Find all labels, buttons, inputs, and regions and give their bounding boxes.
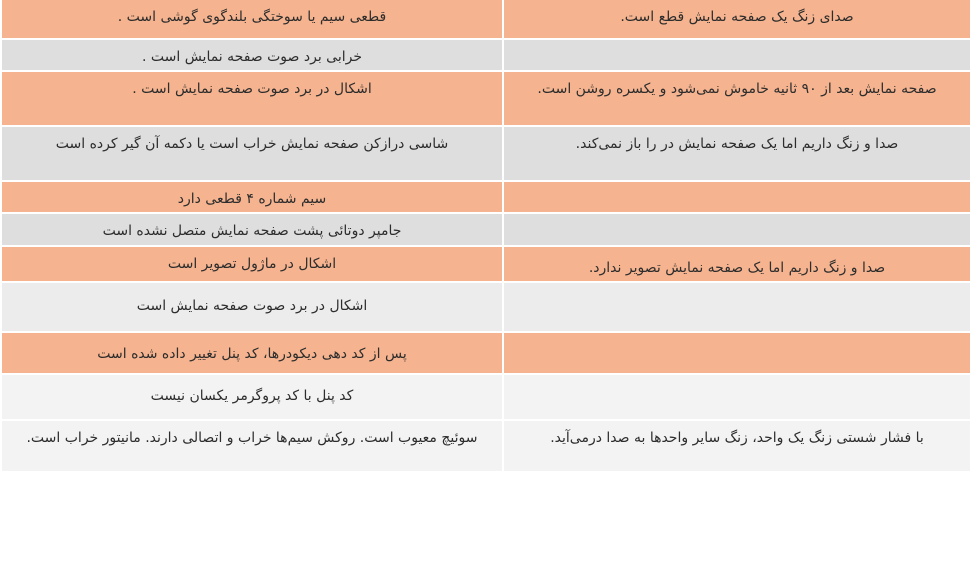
cause-cell: اشکال در برد صوت صفحه نمایش است xyxy=(1,282,503,332)
problem-cell xyxy=(503,213,971,246)
problem-cell: صفحه نمایش بعد از ۹۰ ثانیه خاموش نمی‌شود و یکسره روشن است. xyxy=(503,71,971,126)
problem-cell xyxy=(503,332,971,374)
table-row xyxy=(1,332,971,374)
cause-cell: سیم شماره ۴ قطعی دارد xyxy=(1,181,503,213)
problem-cell xyxy=(503,374,971,420)
table-row xyxy=(1,71,971,126)
cause-cell: شاسی درازکن صفحه نمایش خراب است یا دکمه آن گیر کرده است xyxy=(1,126,503,181)
cause-cell: کد پنل با کد پروگرمر یکسان نیست xyxy=(1,374,503,420)
table-row xyxy=(1,213,971,246)
cause-cell: پس از کد دهی دیکودرها، کد پنل تغییر داده شده است xyxy=(1,332,503,374)
problem-cell: صدا و زنگ داریم اما یک صفحه نمایش تصویر ندارد. xyxy=(503,246,971,282)
table-row xyxy=(1,282,971,332)
cause-cell: جامپر دوتائی پشت صفحه نمایش متصل نشده است xyxy=(1,213,503,246)
table-row xyxy=(1,126,971,181)
problem-cell: با فشار شستی زنگ یک واحد، زنگ سایر واحدها به صدا درمی‌آید. xyxy=(503,420,971,472)
cause-cell: خرابی برد صوت صفحه نمایش است . xyxy=(1,39,503,71)
table-row xyxy=(1,374,971,420)
table-row xyxy=(1,420,971,472)
cause-cell: قطعی سیم یا سوختگی بلندگوی گوشی است . xyxy=(1,0,503,39)
table-row xyxy=(1,39,971,71)
problem-cell xyxy=(503,282,971,332)
table-row xyxy=(1,181,971,213)
problem-cell xyxy=(503,181,971,213)
table-row xyxy=(1,246,971,282)
table-row xyxy=(1,0,971,39)
problem-cell: صدا و زنگ داریم اما یک صفحه نمایش در را باز نمی‌کند. xyxy=(503,126,971,181)
problem-cell: صدای زنگ یک صفحه نمایش قطع است. xyxy=(503,0,971,39)
cause-cell: اشکال در برد صوت صفحه نمایش است . xyxy=(1,71,503,126)
problem-cell xyxy=(503,39,971,71)
cause-cell: اشکال در ماژول تصویر است xyxy=(1,246,503,282)
cause-cell: سوئیچ معیوب است. روکش سیم‌ها خراب و اتصالی دارند. مانیتور خراب است. xyxy=(1,420,503,472)
